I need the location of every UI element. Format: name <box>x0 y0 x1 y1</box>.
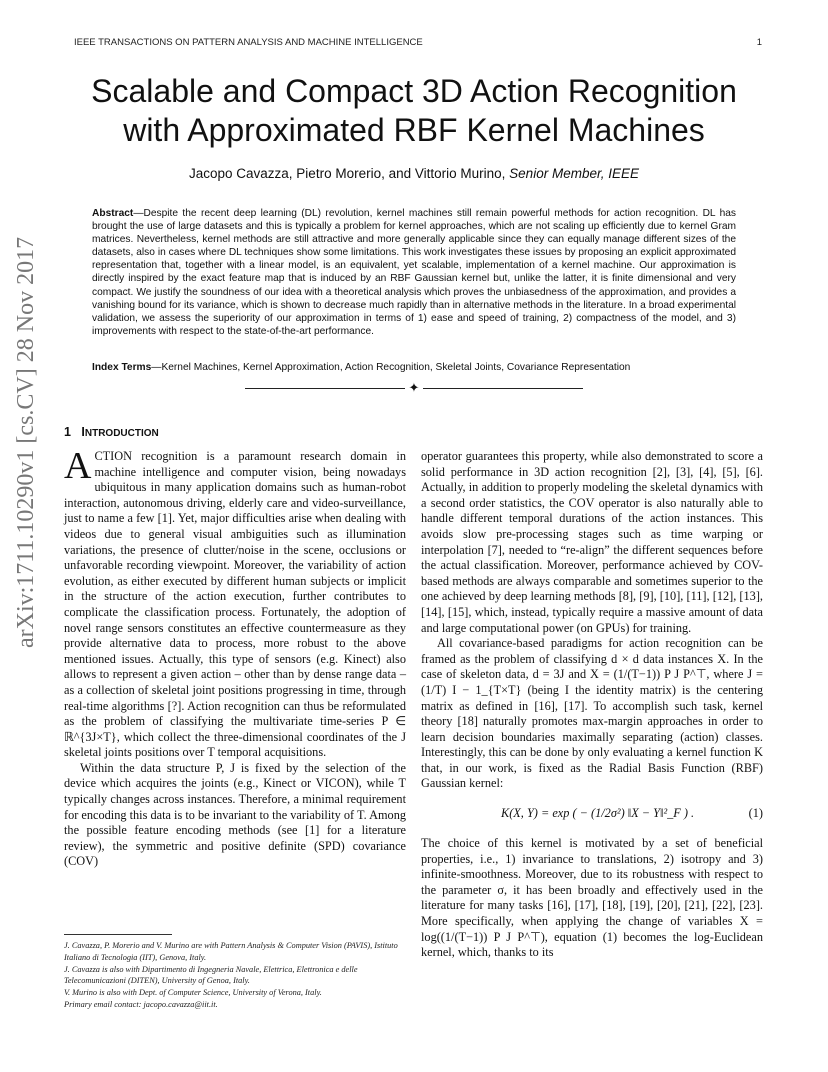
equation-1 <box>421 792 763 836</box>
arxiv-stamp: arXiv:1711.10290v1 [cs.CV] 28 Nov 2017 <box>13 236 39 648</box>
section-heading <box>64 425 159 439</box>
separator-line-left <box>245 388 405 389</box>
left-p1-text: CTION recognition is a paramount research domain in machine intelligence and computer vision, being nowadays ubiquitous in many application domains such as human-robot interaction, autonomous driving, elderly care and video-surveillance, just to name a few [1]. Yet, major difficulties arise when dealing with videos due to general visual ambiguities such as illumination variations, the presence of clutter/noise in the scene, occlusions or unfavorable recording viewpoint. Moreover, the variability of action evolution, as either executed by different human subjects or implicit in the structure of the action execution, further contributes to complicate the classification process. Fortunately, the adoption of novel range sensors constitutes an effective countermeasure as they provide alternative data to process, more robust to the above mentioned issues. Actually, this type of sensors (e.g. Kinect) also allows to represent a given action – other than by dense range data – as a collection of skeletal joint positions progressing in time, through real-time algorithms [?]. Action recognition can thus be reformulated as the problem of classifying the multivariate time-series P ∈ ℝ^{3J×T}, which collect the three-dimensional coordinates of the J skeletal joints positions over T temporal acquisitions. <box>64 449 406 760</box>
footnotes <box>64 940 408 1011</box>
right-paragraph-2: All covariance-based paradigms for action recognition can be framed as the problem of classifying d × d data instances X. In the case of skeleton data, d = 3J and X = (1/(T−1)) P J P^⊤, where J = (1/T) I − 1_{T×T} (being I the identity matrix) is the centering matrix as defined in [16], [17]. To accomplish such task, kernel theory [18] naturally promotes max-margin approaches in order to learn decision boundaries maximally separating (action) classes. Interestingly, this can be done by only evaluating a kernel function K that, in our work, is fixed as the Radial Basis Function (RBF) Gaussian kernel: <box>421 636 763 791</box>
title-line-1: Scalable and Compact 3D Action Recognition <box>91 73 737 109</box>
left-paragraph-2: Within the data structure P, J is fixed by the selection of the device which acquires the joints (e.g., Kinect or VICON), while T typically changes across instances. Therefore, a minimal requirement for encoding this data is to be invariant to the variability of T. Among the possible feature encoding methods (see [1] for a literature review), the symmetric and positive definite (SPD) covariance (COV) <box>64 760 406 869</box>
section-separator <box>245 381 583 397</box>
left-paragraph-1 <box>64 445 406 761</box>
index-terms <box>92 362 736 373</box>
separator-line-right <box>423 388 583 389</box>
index-terms-label: Index Terms <box>92 362 152 373</box>
running-header <box>74 37 762 48</box>
separator-diamond-icon: ✦ <box>408 381 420 396</box>
right-paragraph-1: operator guarantees this property, while also demonstrated to score a solid performance in 3D action recognition [2], [3], [4], [5], [6]. Actually, in addition to properly modeling the skeletal dynamics with a second order statistics, the COV operator is also naturally able to handle different temporal durations of the action instances. This avoids slow pre-processing stages such as time warping or interpolation [7], needed to “re-align” the different sequences before the actual classification. Moreover, performance achieved by COV-based methods are always comparable and sometimes superior to the one achieved by deep learning methods [8], [9], [10], [11], [12], [13], [14], [15], which, instead, typically require a massive amount of data and large computational power (on GPUs) for training. <box>421 449 763 635</box>
footnote-4: Primary email contact: jacopo.cavazza@iit.it. <box>64 999 218 1009</box>
dropcap-letter: A <box>64 445 92 487</box>
index-terms-text: —Kernel Machines, Kernel Approximation, Action Recognition, Skeletal Joints, Covariance Representation <box>151 362 631 373</box>
author-suffix: Senior Member, IEEE <box>509 166 639 181</box>
author-list <box>60 166 768 181</box>
journal-name: IEEE TRANSACTIONS ON PATTERN ANALYSIS AND MACHINE INTELLIGENCE <box>74 37 423 48</box>
equation-body: K(X, Y) = exp ( − (1/2σ²) ‖X − Y‖²_F ) . <box>501 806 695 821</box>
right-column <box>421 449 763 961</box>
section-title-first: I <box>81 425 85 439</box>
equation-number: (1) <box>748 806 763 821</box>
paper-title <box>60 72 768 150</box>
left-column <box>64 445 406 870</box>
right-paragraph-3: The choice of this kernel is motivated by a set of beneficial properties, i.e., 1) invariance to translations, 2) isotropy and 3) infinite-smoothness. Moreover, due to its robustness with respect to the parameter σ, it has been broadly and effectively used in the literature for many tasks [16], [17], [18], [19], [20], [21], [22], [23]. More specifically, when applying the change of variables X = log((1/(T−1)) P J P^⊤), equation (1) becomes the log-Euclidean kernel, which, thanks to its <box>421 836 763 960</box>
abstract-text: —Despite the recent deep learning (DL) revolution, kernel machines still remain powerful methods for action recognition. DL has brought the use of large datasets and this is typically a problem for kernel approaches, which are not scaling up efficiently due to kernel Gram matrices. Nevertheless, kernel methods are still attractive and more generally applicable since they can equally manage different sizes of the datasets, also in cases where DL techniques show some limitations. This work investigates these issues by proposing an explicit approximated representation that, together with a linear model, is an equivalent, yet scalable, implementation of a kernel machine. Our approximation is directly inspired by the exact feature map that is induced by an RBF Gaussian kernel but, unlike the latter, it is finite dimensional and very compact. We justify the soundness of our idea with a theoretical analysis which proves the unbiasedness of the approximation, and provides a vanishing bound for its variance, which is shown to decrease much rapidly than in alternative methods in the literature. In a broad experimental validation, we assess the superiority of our approximation in terms of 1) ease and speed of training, 2) compactness of the model, and 3) improvements with respect to the state-of-the-art performance. <box>92 208 736 337</box>
section-title-rest: NTRODUCTION <box>84 428 159 439</box>
abstract <box>92 207 736 338</box>
section-number: 1 <box>64 425 71 439</box>
author-names: Jacopo Cavazza, Pietro Morerio, and Vittorio Murino, <box>189 166 506 181</box>
title-line-2: with Approximated RBF Kernel Machines <box>123 112 705 148</box>
page-number: 1 <box>756 37 762 48</box>
abstract-label: Abstract <box>92 208 134 219</box>
footnote-1: J. Cavazza, P. Morerio and V. Murino are with Pattern Analysis & Computer Vision (PAVIS), Istituto Italiano di Tecnologia (IIT), Genova, Italy. <box>64 941 398 962</box>
footnote-2: J. Cavazza is also with Dipartimento di Ingegneria Navale, Elettrica, Elettronica e delle Telecomunicazioni (DITEN), University of Genoa, Italy. <box>64 964 358 986</box>
footnote-3: V. Murino is also with Dept. of Computer Science, University of Verona, Italy. <box>64 988 322 998</box>
footnote-rule <box>64 934 172 935</box>
